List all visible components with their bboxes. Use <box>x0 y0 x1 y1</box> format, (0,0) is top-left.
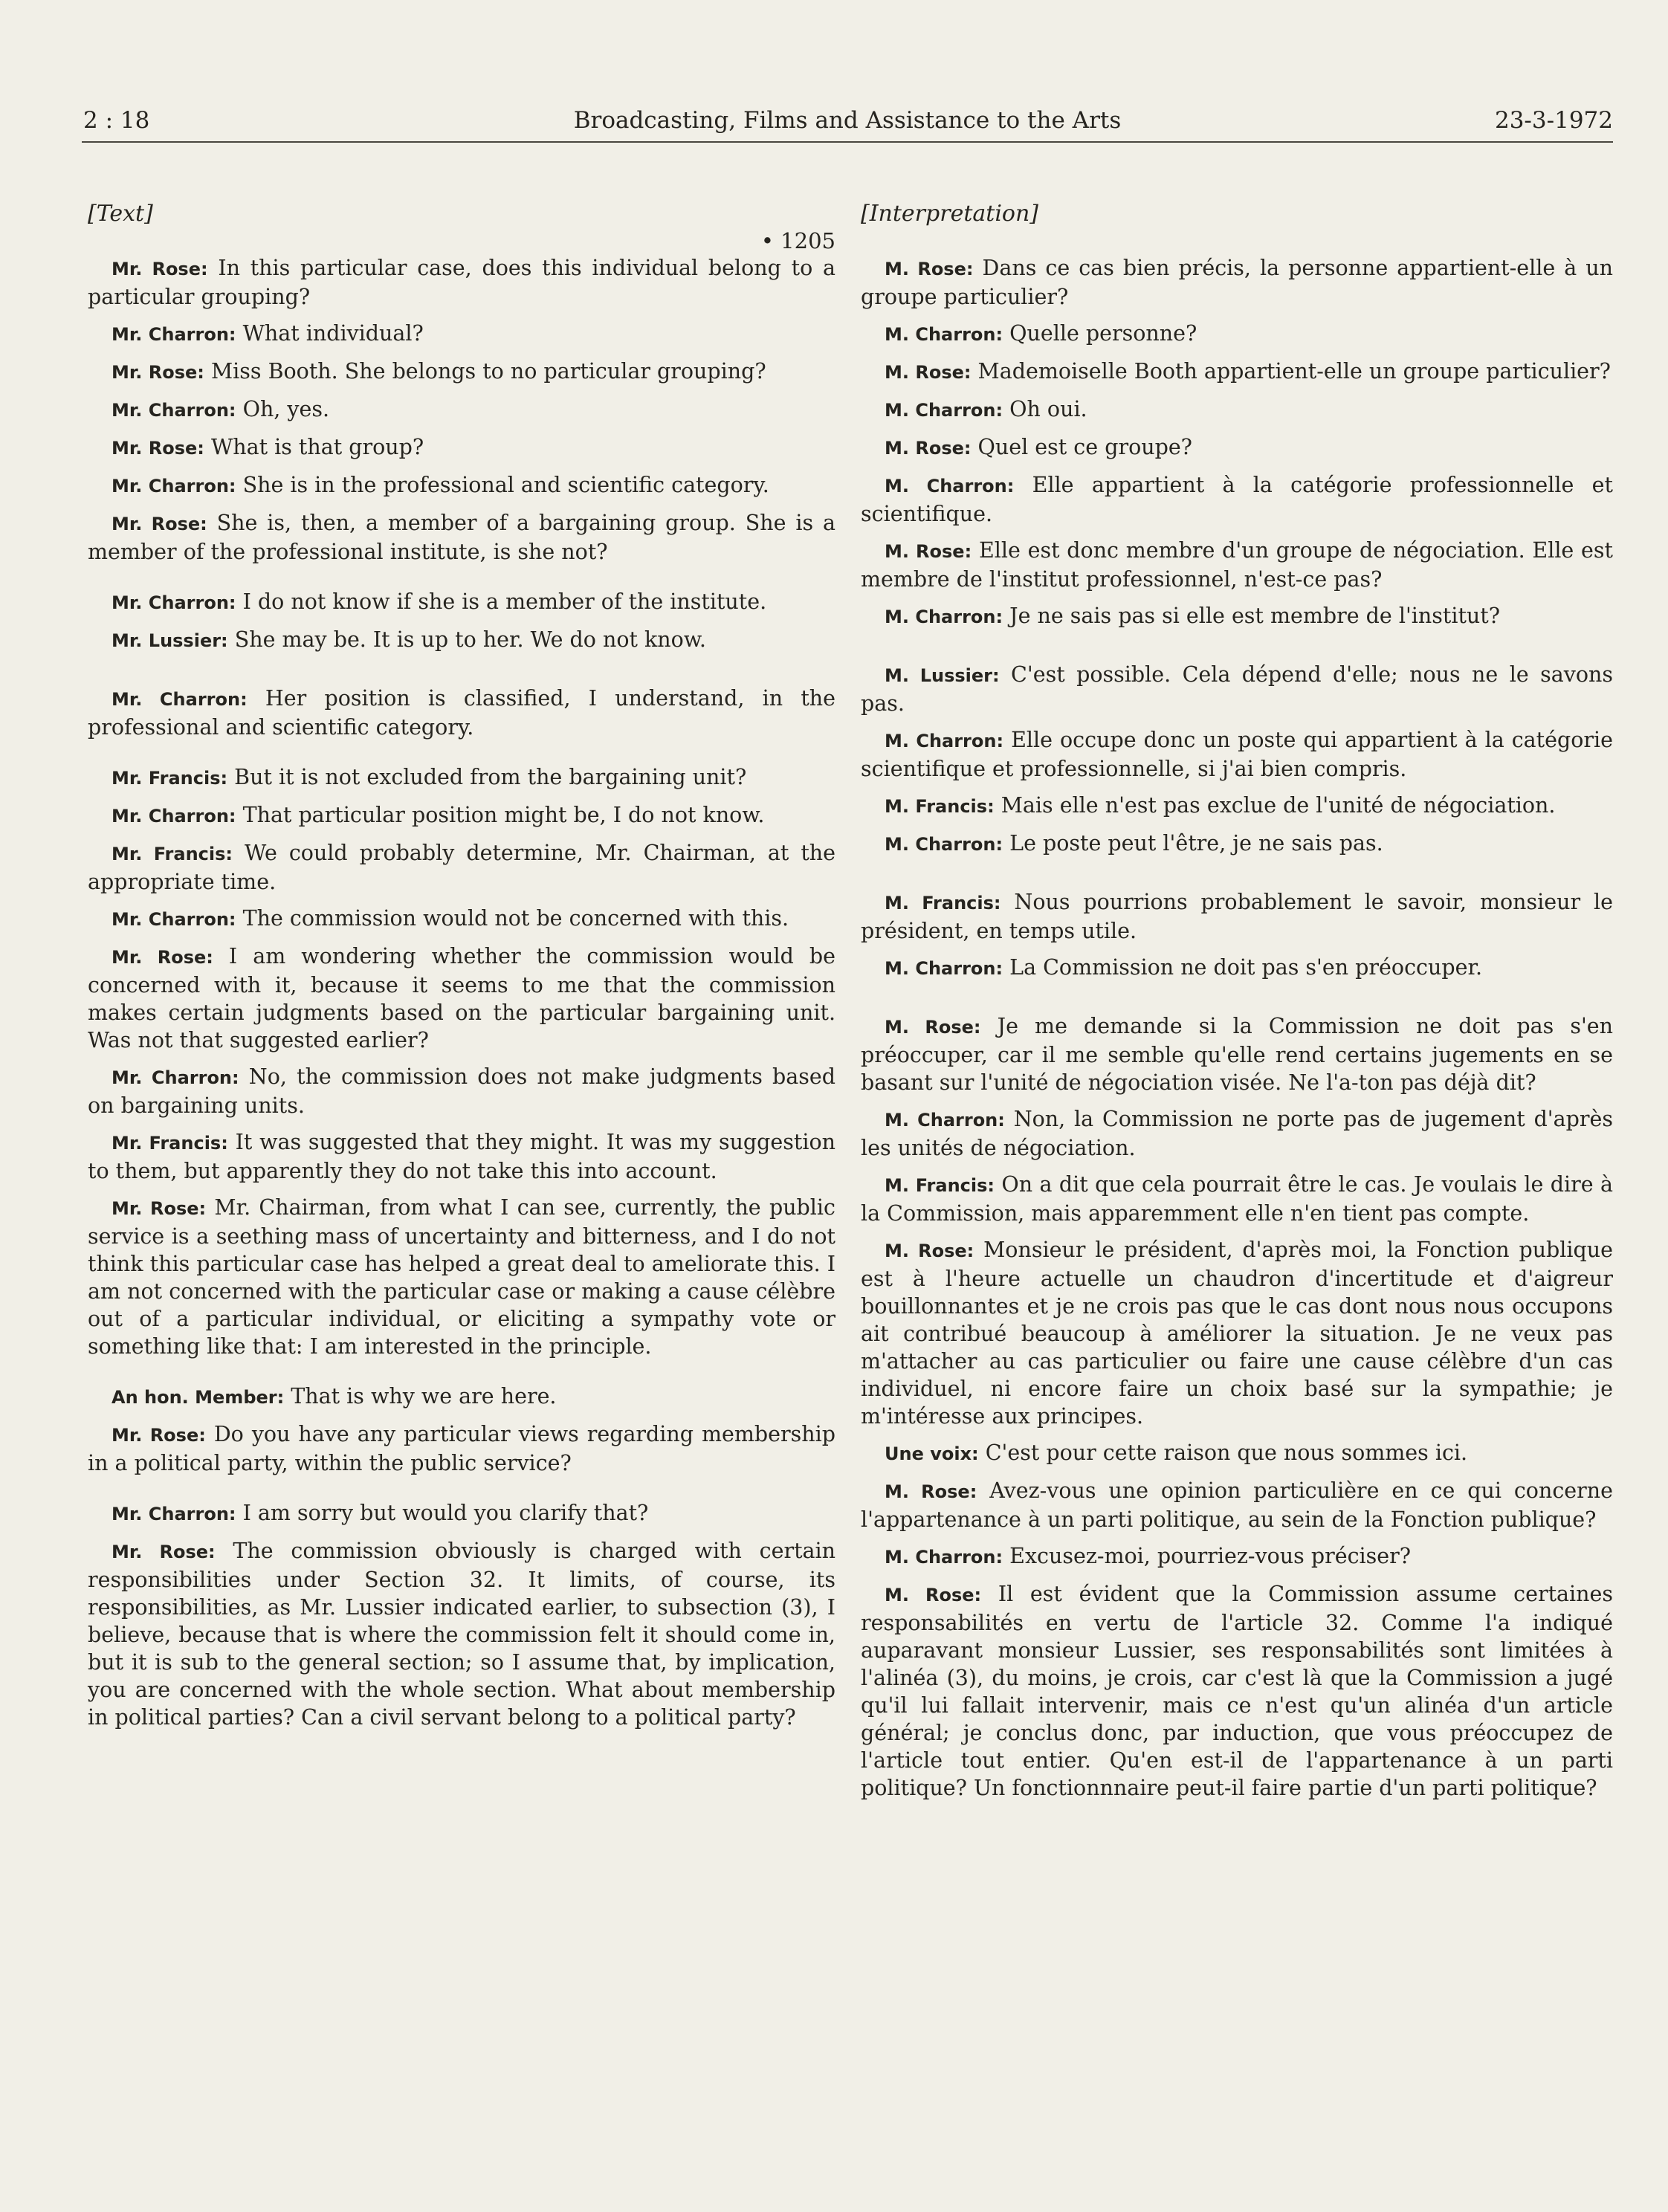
speech-text: Avez-vous une opinion particulière en ce qui concerne l'appartenance à un parti politique, au sein de la Fonction publique? <box>861 1478 1613 1532</box>
speaker-name: M. Francis: <box>885 1175 995 1196</box>
speech-text: Dans ce cas bien précis, la personne appartient-elle à un groupe particulier? <box>861 256 1614 309</box>
speech-text: Le poste peut l'être, je ne sais pas. <box>1003 831 1383 856</box>
speech-text: The commission obviously is charged with certain responsibilities under Section 32. It limits, of course, its responsibilities, as Mr. Lussier indicated earlier, to subsection (3), I believe, because that is where the commission felt it should come in, but it is sub to the general section; so I assume that, by implication, you are concerned with the whole section. What about membership in political parties? Can a civil servant belong to a political party? <box>88 1539 835 1730</box>
speech-paragraph <box>88 1063 835 1119</box>
speech-text: Miss Booth. She belongs to no particular grouping? <box>204 359 766 384</box>
speech-text: It was suggested that they might. It was my suggestion to them, but apparently they do not take this into account. <box>88 1130 835 1183</box>
speech-paragraph <box>88 395 835 424</box>
speech-paragraph <box>861 254 1613 311</box>
speech-text: In this particular case, does this individual belong to a particular grouping? <box>88 256 835 309</box>
speech-paragraph <box>88 905 835 934</box>
speech-paragraph <box>861 830 1613 858</box>
speaker-name: Mr. Francis: <box>111 768 228 789</box>
speaker-name: M. Charron: <box>885 400 1003 421</box>
speaker-name: Mr. Charron: <box>111 806 236 827</box>
speech-paragraph <box>861 1580 1613 1802</box>
speaker-name: M. Rose: <box>885 259 974 279</box>
speech-paragraph <box>88 358 835 387</box>
speech-text: That particular position might be, I do not know. <box>236 803 765 827</box>
speech-text: Monsieur le président, d'après moi, la Fonction publique est à l'heure actuelle un chaudron d'incertitude et d'aigreur bouillonnantes et je ne crois pas que le cas dont nous nous occupons ait contribué beaucoup à améliorer la situation. Je ne veux pas m'attacher au cas particulier ou faire une cause célèbre d'un cas individuel, ni encore faire un choix basé sur la sympathie; je m'intéresse aux principes. <box>861 1238 1613 1429</box>
speech-paragraph <box>861 1477 1613 1533</box>
page-number: 2 : 18 <box>83 107 150 134</box>
speech-paragraph <box>861 1439 1613 1468</box>
speech-paragraph <box>861 358 1613 387</box>
speech-paragraph <box>861 537 1613 593</box>
speech-paragraph <box>861 888 1613 945</box>
speaker-name: Mr. Charron: <box>111 476 236 497</box>
speaker-name: Mr. Charron: <box>111 1067 239 1088</box>
speaker-name: Mr. Rose: <box>111 1425 206 1446</box>
speaker-name: M. Rose: <box>885 541 972 562</box>
speaker-name: Mr. Charron: <box>111 909 236 930</box>
speech-text: Do you have any particular views regarding membership in a political party, within the public service? <box>88 1422 835 1475</box>
speech-text: Elle occupe donc un poste qui appartient à la catégorie scientifique et professionnelle, si j'ai bien compris. <box>861 728 1613 781</box>
speaker-name: Une voix: <box>885 1443 979 1464</box>
speech-text: La Commission ne doit pas s'en préoccuper. <box>1003 955 1483 980</box>
speaker-name: Mr. Rose: <box>111 1198 207 1219</box>
speaker-name: Mr. Rose: <box>111 438 204 459</box>
speech-paragraph <box>88 801 835 830</box>
speaker-name: Mr. Charron: <box>111 324 236 345</box>
speaker-name: M. Charron: <box>885 731 1004 751</box>
speaker-name: M. Charron: <box>885 834 1003 855</box>
speaker-name: M. Rose: <box>885 1585 982 1605</box>
speaker-name: Mr. Charron: <box>111 592 236 613</box>
speech-paragraph <box>88 839 835 896</box>
speech-text: She may be. It is up to her. We do not know. <box>227 627 706 652</box>
speech-text: Elle appartient à la catégorie professionnelle et scientifique. <box>861 473 1613 526</box>
speech-text: The commission would not be concerned with this. <box>236 906 789 931</box>
speech-paragraph <box>88 626 835 655</box>
speaker-name: Mr. Charron: <box>111 1504 236 1524</box>
speech-paragraph <box>88 320 835 349</box>
speech-paragraph <box>861 320 1613 349</box>
speech-paragraph <box>88 254 835 311</box>
speech-paragraph <box>861 661 1613 717</box>
speech-paragraph <box>861 726 1613 783</box>
speech-paragraph <box>861 1171 1613 1227</box>
speech-text: I am sorry but would you clarify that? <box>236 1501 649 1525</box>
speaker-name: M. Lussier: <box>885 665 1000 686</box>
speech-paragraph <box>861 395 1613 424</box>
speech-text: Elle est donc membre d'un groupe de négociation. Elle est membre de l'institut professionnel, n'est-ce pas? <box>861 538 1613 592</box>
speaker-name: Mr. Charron: <box>111 400 236 421</box>
speech-text: She is, then, a member of a bargaining group. She is a member of the professional institute, is she not? <box>88 511 835 564</box>
speaker-name: M. Rose: <box>885 1017 981 1038</box>
page-header <box>82 104 1613 143</box>
speech-paragraph <box>861 1105 1613 1162</box>
speaker-name: Mr. Rose: <box>111 514 207 534</box>
speech-text: She is in the professional and scientific category. <box>236 473 769 497</box>
speech-text: But it is not excluded from the bargaining unit? <box>227 765 747 789</box>
speech-paragraph <box>861 471 1613 528</box>
section-label-interpretation: [Interpretation] <box>861 201 1039 227</box>
speech-text: What is that group? <box>204 435 424 459</box>
running-title: Broadcasting, Films and Assistance to the Arts <box>573 107 1122 134</box>
speech-text: I do not know if she is a member of the institute. <box>236 589 767 614</box>
speech-text: Mr. Chairman, from what I can see, currently, the public service is a seething mass of uncertainty and bitterness, and I do not think this particular case has helped a great deal to ameliorate this. I am not concerned with the particular case or making a cause célèbre out of a particular individual, or eliciting a sympathy vote or something like that: I am interested in the principle. <box>88 1195 835 1359</box>
speaker-name: Mr. Rose: <box>111 259 208 279</box>
speech-text: Il est évident que la Commission assume certaines responsabilités en vertu de l'article 32. Comme l'a indiqué auparavant monsieur Lussier, ses responsabilités sont limitées à l'alinéa (3), du moins, je crois, car c'est là que la Commission a jugé qu'il lui fallait intervenir, mais ce n'est qu'un alinéa d'un article général; je conclus donc, par induction, que vous préoccupez de l'article tout entier. Qu'en est-il de l'appartenance à un parti politique? Un fonctionnnaire peut-il faire partie d'un parti politique? <box>861 1582 1614 1800</box>
speech-text: On a dit que cela pourrait être le cas. Je voulais le dire à la Commission, mais apparemment elle n'en tient pas compte. <box>861 1172 1614 1226</box>
speech-text: We could probably determine, Mr. Chairman, at the appropriate time. <box>88 841 835 894</box>
speech-text: Je me demande si la Commission ne doit pas s'en préoccuper, car il me semble qu'elle rend certains jugements en se basant sur l'unité de négociation visée. Ne l'a-ton pas déjà dit? <box>861 1014 1614 1095</box>
speaker-name: M. Charron: <box>885 476 1015 497</box>
speech-paragraph <box>861 433 1613 462</box>
speech-text: Her position is classified, I understand, in the professional and scientific category. <box>88 686 835 740</box>
speech-paragraph <box>88 1537 835 1731</box>
time-marker: • 1205 <box>760 228 835 253</box>
speech-paragraph <box>88 763 835 792</box>
speech-text: Excusez-moi, pourriez-vous préciser? <box>1003 1544 1412 1568</box>
speech-text: C'est possible. Cela dépend d'elle; nous ne le savons pas. <box>861 662 1613 716</box>
speech-paragraph <box>861 954 1613 983</box>
speech-text: Mais elle n'est pas exclue de l'unité de négociation. <box>994 793 1556 818</box>
speaker-name: Mr. Rose: <box>111 362 204 383</box>
speech-paragraph <box>88 588 835 617</box>
section-label-text: [Text] <box>88 201 153 227</box>
speaker-name: M. Charron: <box>885 1110 1005 1131</box>
speaker-name: M. Charron: <box>885 1547 1003 1568</box>
speech-paragraph <box>88 1128 835 1185</box>
speaker-name: M. Rose: <box>885 438 972 459</box>
speaker-name: M. Rose: <box>885 362 972 383</box>
speaker-name: M. Francis: <box>885 893 1001 913</box>
speaker-name: Mr. Rose: <box>111 1542 216 1562</box>
speaker-name: M. Rose: <box>885 1241 974 1261</box>
speech-text: Nous pourrions probablement le savoir, monsieur le président, en temps utile. <box>861 890 1613 943</box>
speaker-name: Mr. Francis: <box>111 1133 228 1154</box>
speech-paragraph <box>861 1012 1613 1096</box>
french-column <box>861 201 1613 1811</box>
speaker-name: An hon. Member: <box>111 1387 285 1408</box>
speech-paragraph <box>88 1382 835 1411</box>
speech-paragraph <box>861 1236 1613 1430</box>
speech-paragraph <box>88 1420 835 1477</box>
speech-text: No, the commission does not make judgments based on bargaining units. <box>88 1064 835 1118</box>
speech-text: Oh oui. <box>1003 397 1087 421</box>
english-column <box>88 201 835 1740</box>
speaker-name: Mr. Francis: <box>111 844 233 864</box>
speaker-name: M. Charron: <box>885 324 1003 345</box>
speaker-name: Mr. Charron: <box>111 689 248 710</box>
speech-paragraph <box>88 1194 835 1360</box>
speech-text: What individual? <box>236 321 424 346</box>
speech-paragraph <box>88 471 835 500</box>
speaker-name: M. Charron: <box>885 958 1003 979</box>
speaker-name: Mr. Rose: <box>111 947 213 968</box>
speaker-name: Mr. Lussier: <box>111 630 228 651</box>
speech-paragraph <box>861 602 1613 631</box>
speech-text: C'est pour cette raison que nous sommes ici. <box>978 1440 1468 1465</box>
speech-paragraph <box>88 509 835 566</box>
speech-text: Oh, yes. <box>236 397 330 421</box>
speech-text: That is why we are here. <box>284 1384 557 1409</box>
speech-paragraph <box>88 942 835 1054</box>
marker-spacer <box>861 227 1613 254</box>
speech-text: Quelle personne? <box>1003 321 1197 346</box>
speech-text: I am wondering whether the commission would be concerned with it, because it seems to me that the commission makes certain judgments based on the particular bargaining unit. Was not that suggested earlier? <box>88 944 835 1052</box>
speech-paragraph <box>861 1542 1613 1571</box>
speaker-name: M. Rose: <box>885 1481 977 1502</box>
header-date: 23-3-1972 <box>1494 107 1613 134</box>
speech-paragraph <box>88 1499 835 1528</box>
speech-text: Je ne sais pas si elle est membre de l'institut? <box>1003 604 1500 628</box>
speaker-name: M. Francis: <box>885 796 995 817</box>
speech-text: Quel est ce groupe? <box>971 435 1192 459</box>
speech-paragraph <box>88 685 835 741</box>
speech-text: Non, la Commission ne porte pas de jugement d'après les unités de négociation. <box>861 1107 1613 1160</box>
speaker-name: M. Charron: <box>885 607 1003 627</box>
speech-text: Mademoiselle Booth appartient-elle un groupe particulier? <box>971 359 1611 384</box>
speech-paragraph <box>88 433 835 462</box>
speech-paragraph <box>861 792 1613 821</box>
